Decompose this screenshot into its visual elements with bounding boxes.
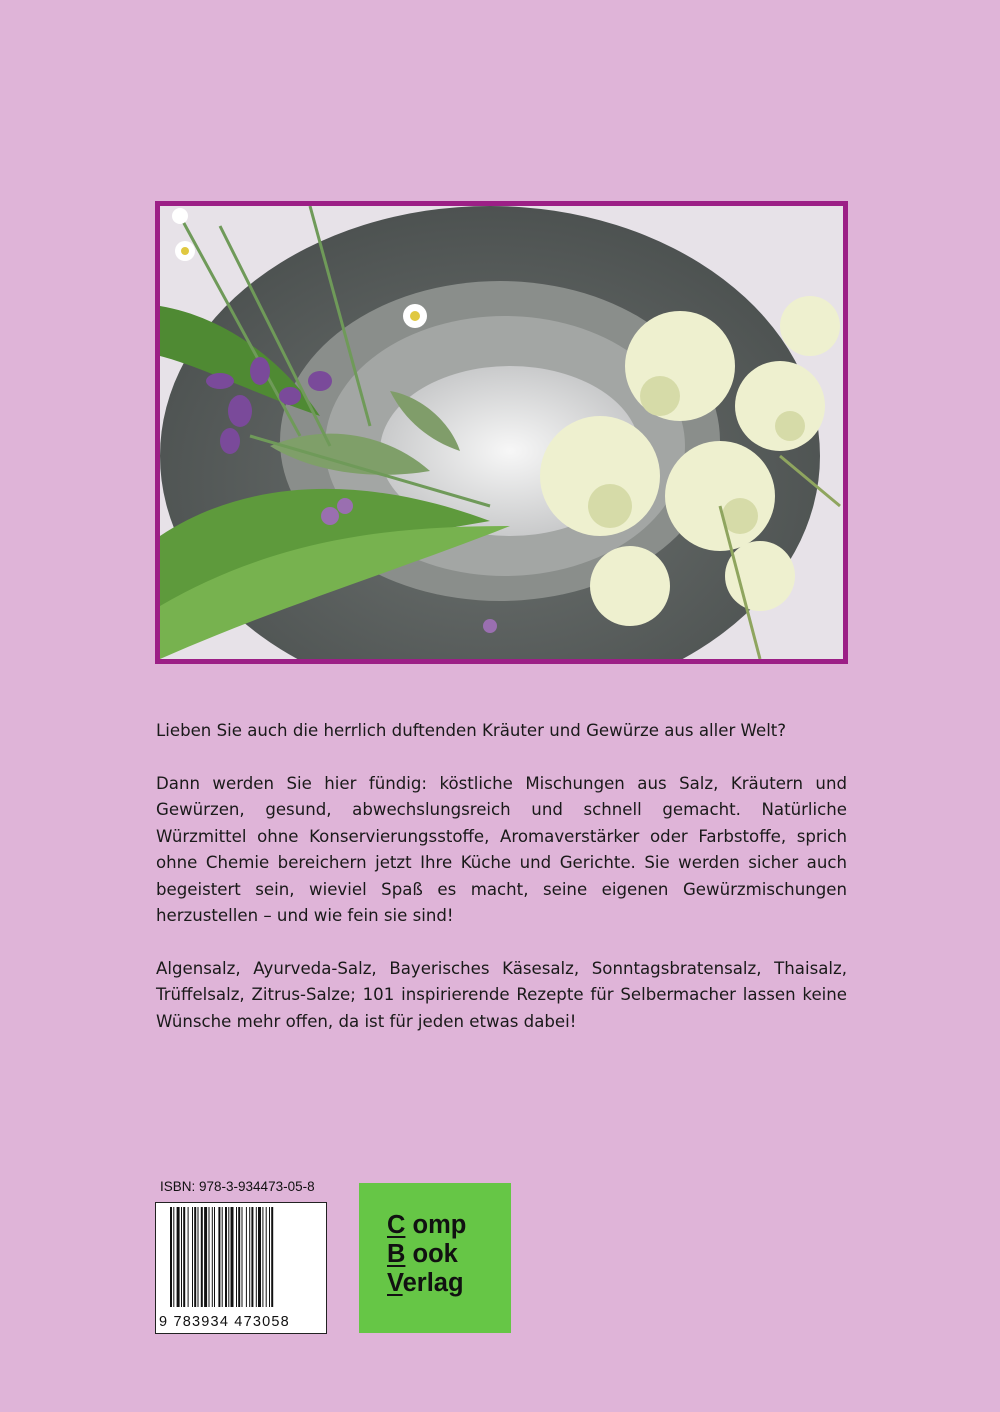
logo-line-verlag xyxy=(387,1269,511,1298)
logo-line-comp xyxy=(387,1211,511,1240)
publisher-logo xyxy=(359,1183,511,1333)
logo-rest-ook: ook xyxy=(412,1240,458,1268)
blurb-paragraph-1: Lieben Sie auch die herrlich duftenden Kräuter und Gewürze aus aller Welt? xyxy=(156,721,787,740)
barcode-icon xyxy=(170,1207,314,1307)
logo-initial-v: V xyxy=(387,1269,403,1297)
isbn-barcode xyxy=(155,1202,327,1334)
blurb-paragraph-2: Dann werden Sie hier fündig: köstliche Mischungen aus Salz, Kräutern und Gewürzen, gesund, abwechslungsreich und schnell gemacht. Natürliche Würzmittel ohne Konservierungsstoffe, Aromaverstärker oder Farbstoffe, sprich ohne Chemie bereichern jetzt Ihre Küche und Gerichte. Sie werden sicher auch begeistert sein, wieviel Spaß es macht, seine eigenen Gewürzmischungen herzustellen – und wie fein sie sind! xyxy=(156,773,847,925)
blurb-paragraph-3: Algensalz, Ayurveda-Salz, Bayerisches Käsesalz, Sonntagsbratensalz, Thaisalz, Trüffelsalz, Zitrus-Salze; 101 inspirierende Rezepte für Selbermacher lassen keine Wünsche mehr offen, da ist für jeden etwas dabei! xyxy=(156,958,847,1031)
barcode-digits: 9 783934 473058 xyxy=(159,1314,290,1330)
logo-rest-erlag: erlag xyxy=(402,1269,464,1297)
logo-initial-b: B xyxy=(387,1240,406,1268)
isbn-label: ISBN: 978-3-934473-05-8 xyxy=(160,1179,315,1194)
back-cover-blurb xyxy=(156,718,847,1061)
logo-line-book xyxy=(387,1240,511,1269)
logo-initial-c: C xyxy=(387,1211,406,1239)
herbs-mortar-photo-icon xyxy=(160,206,843,659)
logo-rest-omp: omp xyxy=(412,1211,467,1239)
cover-photo xyxy=(155,201,848,664)
